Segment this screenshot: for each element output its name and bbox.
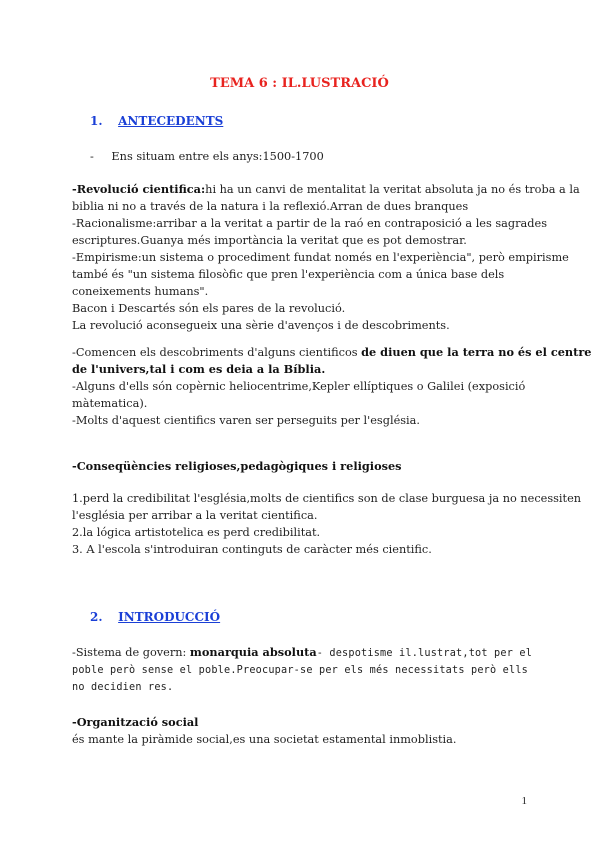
- page-title: TEMA 6 : IL.LUSTRACIÓ: [210, 76, 389, 91]
- section-number: 2.: [90, 610, 103, 624]
- sistema-line-1: [72, 644, 542, 662]
- molts-line: -Molts d'aquest cientifics varen ser perseguits per l'església.: [72, 414, 420, 427]
- section-number: 1.: [90, 114, 103, 128]
- alguns-line-2: màtematica).: [72, 397, 148, 410]
- sistema-mono-2: poble però sense el poble.Preocupar-se per els més necessitats però ells: [72, 665, 529, 676]
- bullet-item: [90, 150, 324, 163]
- bullet-dash: -: [90, 150, 94, 163]
- revolucio-result-line: La revolució aconsegueix una sèrie d'avenços i de descobriments.: [72, 319, 450, 332]
- section-heading-introduccio: [90, 610, 220, 624]
- section-heading-antecedents: [90, 114, 223, 128]
- comencen-line-1: [72, 344, 592, 361]
- consequencia-1-line-2: l'església per arribar a la veritat cientifica.: [72, 509, 318, 522]
- revolucio-text: hi ha un canvi de mentalitat la veritat absoluta ja no és troba a la: [205, 183, 580, 196]
- antecedents-block-2: [72, 344, 592, 429]
- racionalisme-line-2: escriptures.Guanya més importància la veritat que es pot demostrar.: [72, 234, 467, 247]
- empirisme-line-2: també és "un sistema filosòfic que pren l'experiència com a única base dels: [72, 268, 505, 281]
- revolucio-line-2: biblia ni no a través de la natura i la reflexió.Arran de dues branques: [72, 200, 469, 213]
- organitzacio-block: [72, 714, 542, 748]
- consequencia-1-line-1: 1.perd la credibilitat l'església,molts de cientifics son de clase burguesa ja no necessiten: [72, 492, 582, 505]
- empirisme-line-3: coneixements humans".: [72, 285, 209, 298]
- consequencies-title: -Conseqüències religioses,pedagògiques i religioses: [72, 459, 402, 473]
- organitzacio-heading: -Organització social: [72, 715, 199, 729]
- consequencia-2: 2.la lógica artistotelica es perd credibilitat.: [72, 526, 321, 539]
- consequencies-list: [72, 490, 582, 558]
- bacon-line: Bacon i Descartés són els pares de la revolució.: [72, 302, 346, 315]
- sistema-govern-block: [72, 644, 542, 696]
- revolucio-line-1: [72, 181, 580, 198]
- consequencia-3: 3. A l'escola s'introduiran continguts de caràcter més cientific.: [72, 543, 432, 556]
- racionalisme-line-1: -Racionalisme:arribar a la veritat a partir de la raó en contraposició a les sagrades: [72, 217, 547, 230]
- revolucio-label: -Revolució cientifica:: [72, 182, 206, 196]
- sistema-label: -Sistema de govern:: [72, 646, 190, 659]
- comencen-bold: de diuen que la terra no és el centre: [361, 345, 592, 359]
- comencen-line-2: [72, 361, 542, 378]
- sistema-mono-1: - despotisme il.lustrat,tot per el: [316, 648, 533, 659]
- section-title: INTRODUCCIÓ: [118, 610, 221, 624]
- comencen-text: -Comencen els descobriments d'alguns cientificos: [72, 346, 362, 359]
- sistema-bold: monarquia absoluta: [189, 645, 317, 659]
- page-number: 1: [521, 795, 527, 807]
- bullet-text: Ens situam entre els anys:1500-1700: [111, 150, 324, 163]
- alguns-line-1: -Alguns d'ells són copèrnic heliocentrime,Kepler ellíptiques o Galilei (exposició: [72, 380, 526, 393]
- section-title: ANTECEDENTS: [118, 114, 224, 128]
- antecedents-block-1: [72, 181, 580, 334]
- empirisme-line-1: -Empirisme:un sistema o procediment fundat només en l'experiència", però empirisme: [72, 251, 569, 264]
- sistema-mono-3: no decidien res.: [72, 682, 174, 693]
- consequencies-heading: [72, 458, 542, 475]
- comencen-bold-2: de l'univers,tal i com es deia a la Bíblia.: [72, 362, 326, 376]
- organitzacio-text: és mante la piràmide social,es una societat estamental inmoblistia.: [72, 733, 457, 746]
